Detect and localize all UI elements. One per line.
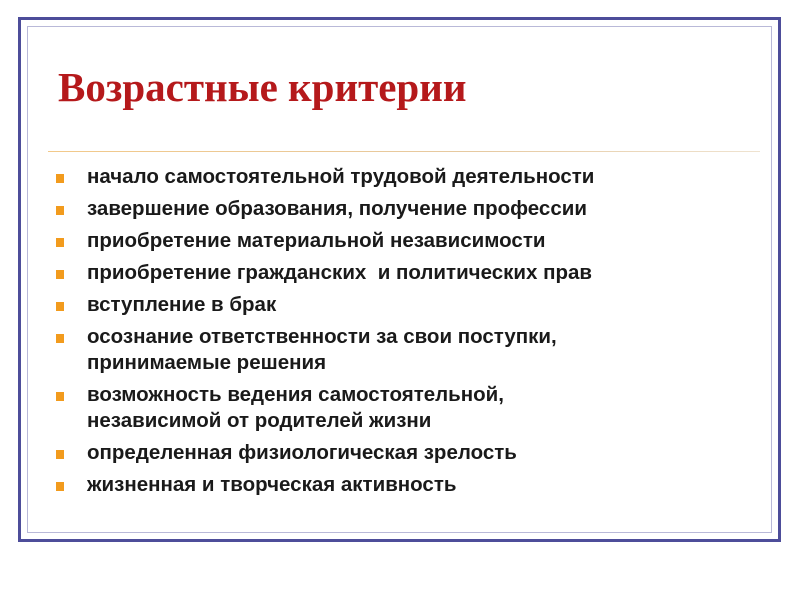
list-item-text: определенная физиологическая зрелость: [87, 441, 517, 464]
square-bullet-icon: [56, 206, 64, 215]
list-item: [54, 228, 764, 254]
square-bullet-icon: [56, 482, 64, 491]
slide-title: Возрастные критерии: [58, 64, 467, 110]
square-bullet-icon: [56, 302, 64, 311]
square-bullet-icon: [56, 174, 64, 183]
list-item: [54, 164, 764, 190]
square-bullet-icon: [56, 238, 64, 247]
list-item-text: приобретение гражданских и политических прав: [87, 261, 592, 284]
list-item-text-line-2: принимаемые решения: [87, 351, 327, 374]
list-item-text: начало самостоятельной трудовой деятельности: [87, 165, 595, 188]
list-item-text: жизненная и творческая активность: [87, 473, 457, 496]
list-item: [54, 324, 764, 376]
list-item-text: приобретение материальной независимости: [87, 229, 546, 252]
list-item: [54, 440, 764, 466]
square-bullet-icon: [56, 392, 64, 401]
list-item: [54, 382, 764, 434]
square-bullet-icon: [56, 450, 64, 459]
list-item: [54, 260, 764, 286]
list-item-text: завершение образования, получение профессии: [87, 197, 587, 220]
list-item: [54, 292, 764, 318]
list-item: [54, 196, 764, 222]
list-item: [54, 472, 764, 498]
list-item-text-line-2: независимой от родителей жизни: [87, 409, 432, 432]
square-bullet-icon: [56, 270, 64, 279]
title-divider: [48, 151, 760, 152]
list-item-text: вступление в брак: [87, 293, 277, 316]
square-bullet-icon: [56, 334, 64, 343]
list-item-text-line-1: осознание ответственности за свои поступки,: [87, 325, 557, 348]
criteria-list: [54, 164, 764, 504]
list-item-text-line-1: возможность ведения самостоятельной,: [87, 383, 504, 406]
